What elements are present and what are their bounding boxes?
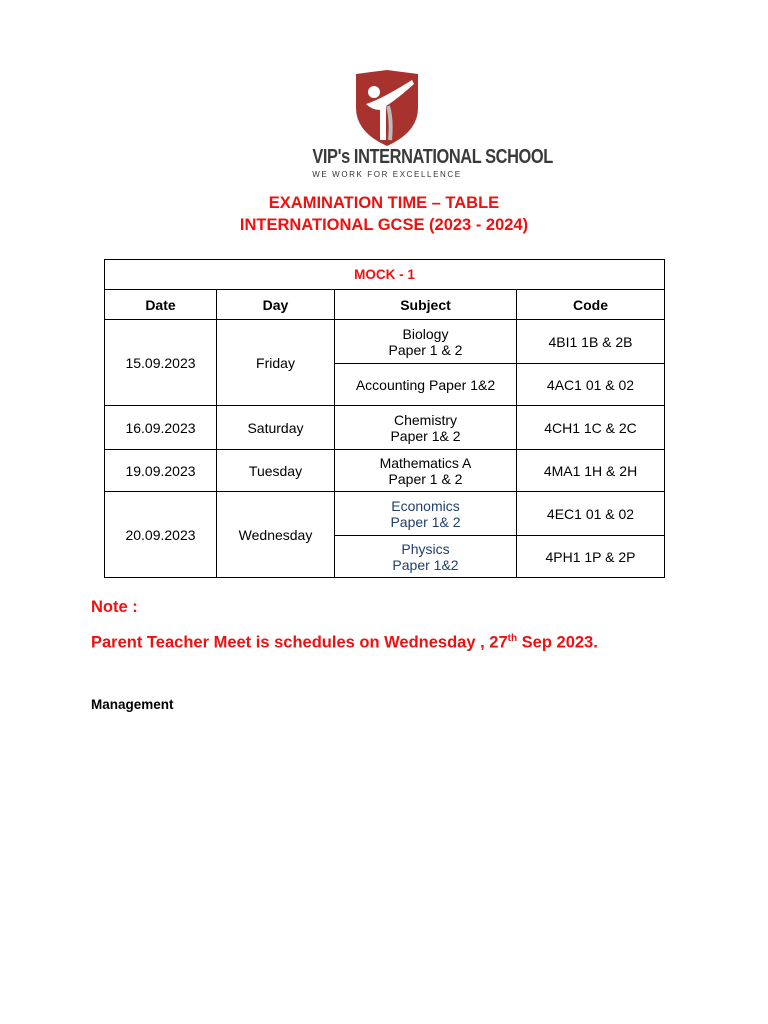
table-row: [105, 406, 665, 450]
caption-row: [105, 260, 665, 290]
document-subtitle: INTERNATIONAL GCSE (2023 - 2024): [239, 216, 529, 234]
signature-management: Management: [91, 697, 174, 712]
subject-line: Paper 1 & 2: [388, 341, 463, 358]
header-row: [105, 290, 665, 320]
subject-line: Chemistry: [393, 411, 457, 428]
table-row: [105, 492, 665, 536]
code-cell: 4AC1 01 & 02: [517, 364, 665, 406]
exam-timetable: [104, 259, 665, 578]
code-cell: 4MA1 1H & 2H: [517, 450, 665, 492]
date-cell: 19.09.2023: [105, 450, 217, 492]
note-text: [91, 633, 598, 653]
document-title: EXAMINATION TIME – TABLE: [268, 194, 500, 212]
subject-line: Biology: [402, 325, 449, 342]
code-cell: 4CH1 1C & 2C: [517, 406, 665, 450]
day-cell: Friday: [217, 320, 335, 406]
day-cell: Saturday: [217, 406, 335, 450]
school-logo: [296, 70, 553, 182]
date-cell: 20.09.2023: [105, 492, 217, 578]
subject-line: Paper 1& 2: [390, 513, 461, 530]
column-header-code: Code: [517, 290, 665, 320]
subject-cell: [335, 364, 517, 406]
subject-cell: [335, 406, 517, 450]
code-cell: 4PH1 1P & 2P: [517, 536, 665, 578]
school-name: VIP's INTERNATIONAL SCHOOL: [312, 146, 553, 168]
subject-line: Paper 1 & 2: [388, 470, 463, 487]
subject-line: Economics: [391, 497, 460, 514]
subject-cell: [335, 320, 517, 364]
subject-line: Paper 1& 2: [390, 427, 461, 444]
column-header-day: Day: [217, 290, 335, 320]
table-row: [105, 450, 665, 492]
subject-line: Physics: [401, 540, 450, 557]
subject-line: Paper 1&2: [392, 556, 459, 573]
subject-cell: [335, 450, 517, 492]
note-text-main: Parent Teacher Meet is schedules on Wednesday , 27: [91, 633, 508, 652]
date-cell: 16.09.2023: [105, 406, 217, 450]
table-row: [105, 320, 665, 364]
day-cell: Wednesday: [217, 492, 335, 578]
subject-cell: [335, 536, 517, 578]
note-date-superscript: th: [507, 633, 518, 644]
note-label: Note :: [91, 598, 138, 616]
subject-line: Accounting Paper 1&2: [355, 376, 496, 393]
column-header-subject: Subject: [335, 290, 517, 320]
day-cell: Tuesday: [217, 450, 335, 492]
code-cell: 4EC1 01 & 02: [517, 492, 665, 536]
code-cell: 4BI1 1B & 2B: [517, 320, 665, 364]
column-header-date: Date: [105, 290, 217, 320]
school-tagline: WE WORK FOR EXCELLENCE: [312, 170, 462, 179]
shield-emblem-icon: [352, 70, 422, 146]
subject-line: Mathematics A: [379, 454, 472, 471]
mock-caption: MOCK - 1: [105, 260, 665, 290]
subject-cell: [335, 492, 517, 536]
note-text-end: Sep 2023.: [517, 633, 598, 652]
date-cell: 15.09.2023: [105, 320, 217, 406]
